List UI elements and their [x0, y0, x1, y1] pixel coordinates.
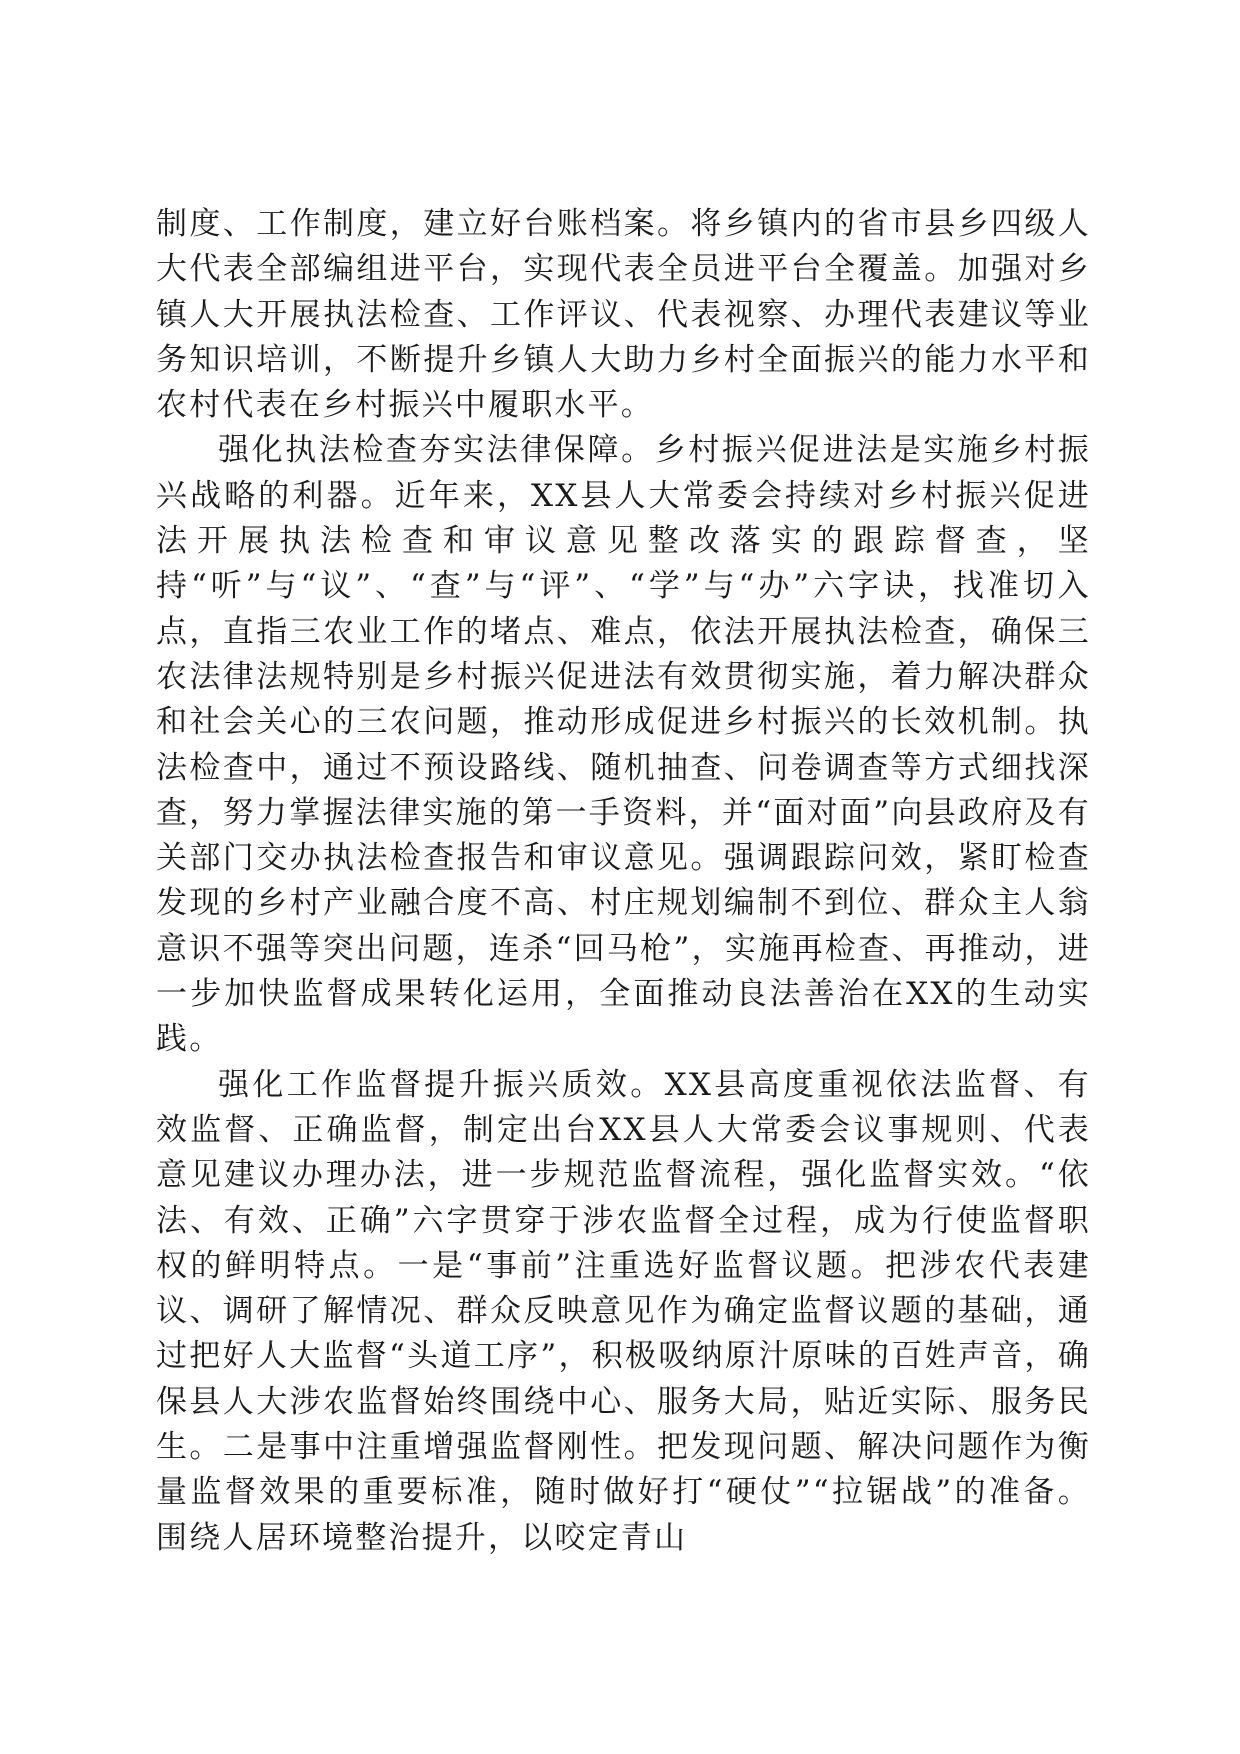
paragraph-3: 强化工作监督提升振兴质效。XX县高度重视依法监督、有效监督、正确监督，制定出台XX县人大常委会议事规则、代表意见建议办理办法，进一步规范监督流程，强化监督实效。“依法、有效、正确”六字贯穿于涉农监督全过程，成为行使监督职权的鲜明特点。一是“事前”注重选好监督议题。把涉农代表建议、调研了解情况、群众反映意见作为确定监督议题的基础，通过把好人大监督“头道工序”，积极吸纳原汁原味的百姓声音，确保县人大涉农监督始终围绕中心、服务大局，贴近实际、服务民生。二是事中注重增强监督刚性。把发现问题、解决问题作为衡量监督效果的重要标准，随时做好打“硬仗”“拉锯战”的准备。围绕人居环境整治提升，以咬定青山 — [156, 1066, 1091, 1556]
paragraph-1: 制度、工作制度，建立好台账档案。将乡镇内的省市县乡四级人大代表全部编组进平台，实现代表全员进平台全覆盖。加强对乡镇人大开展执法检查、工作评议、代表视察、办理代表建议等业务知识培训，不断提升乡镇人大助力乡村全面振兴的能力水平和农村代表在乡村振兴中履职水平。 — [156, 206, 1091, 424]
body-text — [156, 202, 1091, 1561]
paragraph-2: 强化执法检查夯实法律保障。乡村振兴促进法是实施乡村振兴战略的利器。近年来，XX县人大常委会持续对乡村振兴促进法开展执法检查和审议意见整改落实的跟踪督查，坚持“听”与“议”、“查”与“评”、“学”与“办”六字诀，找准切入点，直指三农业工作的堵点、难点，依法开展执法检查，确保三农法律法规特别是乡村振兴促进法有效贯彻实施，着力解决群众和社会关心的三农问题，推动形成促进乡村振兴的长效机制。执法检查中，通过不预设路线、随机抽查、问卷调查等方式细找深查，努力掌握法律实施的第一手资料，并“面对面”向县政府及有关部门交办执法检查报告和审议意见。强调跟踪问效，紧盯检查发现的乡村产业融合度不高、村庄规划编制不到位、群众主人翁意识不强等突出问题，连杀“回马枪”，实施再检查、再推动，进一步加快监督成果转化运用，全面推动良法善治在XX的生动实践。 — [156, 432, 1091, 1058]
